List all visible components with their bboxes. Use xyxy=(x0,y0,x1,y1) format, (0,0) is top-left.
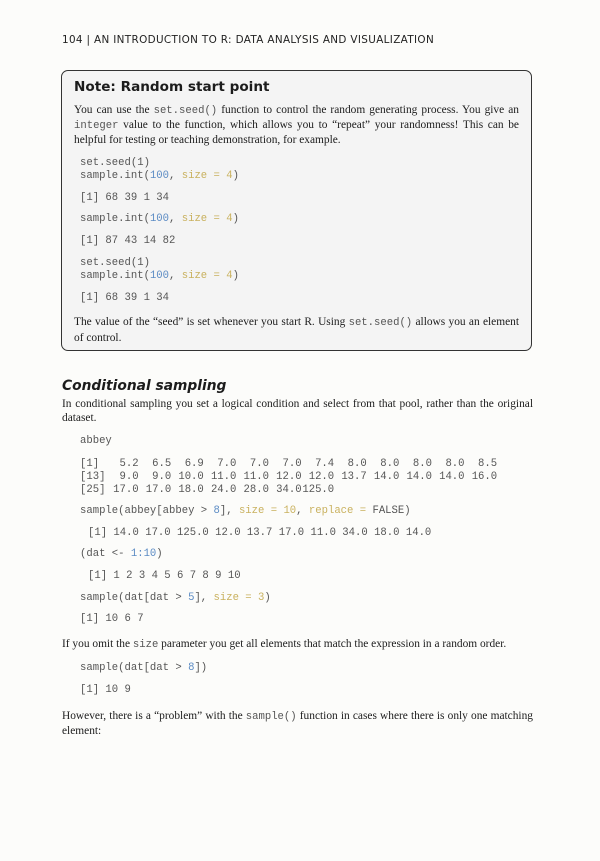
paragraph: If you omit the size parameter you get all elements that match the expression in a random order. xyxy=(62,637,507,651)
row-index: [25] xyxy=(80,484,106,497)
table-cell: 14.0 xyxy=(439,471,465,484)
table-cell: 13.7 xyxy=(341,471,367,484)
note-outro: The value of the “seed” is set whenever you start R. Using set.seed() allows you an element of control. xyxy=(74,316,519,344)
table-cell: 10.0 xyxy=(178,471,204,484)
table-cell: 11.0 xyxy=(210,471,237,484)
code-output: [1] 10 6 7 xyxy=(80,613,144,626)
note-intro: You can use the set.seed() function to control the random generating process. You give an integer value to the function, which allows you to “repeat” your randomness! This can be helpful for testing or teaching demonstration, for example. xyxy=(74,104,519,147)
table-cell: 17.0 xyxy=(113,484,139,497)
table-cell: 7.0 xyxy=(249,457,269,470)
table-cell: 8.0 xyxy=(380,457,400,470)
code-output: [1] 87 43 14 82 xyxy=(80,234,176,247)
code-output: [1] 10 9 xyxy=(80,683,131,696)
code-output: [1] 68 39 1 34 xyxy=(80,291,170,304)
code-line: set.seed(1) xyxy=(80,256,150,269)
table-cell: 17.0 xyxy=(145,484,172,497)
conditional-sampling-section xyxy=(62,378,533,739)
table-cell: 6.5 xyxy=(152,457,172,470)
table-cell: 18.0 xyxy=(178,484,204,497)
table-cell: 8.0 xyxy=(347,457,367,470)
table-cell: 14.0 xyxy=(406,471,432,484)
code-line: sample(abbey[abbey > 8], size = 10, replace = FALSE) xyxy=(80,505,411,518)
table-cell: 8.0 xyxy=(445,457,465,470)
code-block xyxy=(80,435,533,457)
table-cell: 6.9 xyxy=(184,457,204,470)
table-cell: 7.0 xyxy=(282,457,302,470)
code-line: abbey xyxy=(80,435,112,448)
code-output: [1] 68 39 1 34 xyxy=(80,191,170,204)
code-line: sample(dat[dat > 8]) xyxy=(80,661,208,674)
code-line: sample.int(100, size = 4) xyxy=(80,170,239,183)
abbey-output-table xyxy=(80,457,497,497)
table-cell: 9.0 xyxy=(119,471,139,484)
table-cell: 9.0 xyxy=(152,471,172,484)
code-output: [1] 14.0 17.0 125.0 12.0 13.7 17.0 11.0 34.0 18.0 14.0 xyxy=(88,526,432,539)
note-box xyxy=(61,70,532,351)
note-title: Note: Random start point xyxy=(74,79,270,95)
code-line: set.seed(1) xyxy=(80,156,150,169)
table-cell: 24.0 xyxy=(210,484,237,497)
table-cell: 34.0 xyxy=(276,484,302,497)
code-line: (dat <- 1:10) xyxy=(80,548,163,561)
table-row xyxy=(80,457,497,470)
code-output: [1] 1 2 3 4 5 6 7 8 9 10 xyxy=(88,569,241,582)
table-cell: 5.2 xyxy=(119,457,139,470)
table-cell: 7.0 xyxy=(217,457,237,470)
table-cell: 12.0 xyxy=(276,471,302,484)
code-line: sample.int(100, size = 4) xyxy=(80,270,239,283)
code-block xyxy=(80,662,533,697)
code-line: sample.int(100, size = 4) xyxy=(80,213,239,226)
table-cell: 11.0 xyxy=(243,471,269,484)
table-cell: 14.0 xyxy=(373,471,400,484)
paragraph: In conditional sampling you set a logical condition and select from that pool, rather than the original dataset. xyxy=(62,398,533,425)
table-row xyxy=(80,470,497,483)
table-cell: 8.5 xyxy=(478,457,498,470)
table-cell: 8.0 xyxy=(412,457,432,470)
row-index: [1] xyxy=(80,457,100,470)
code-line: sample(dat[dat > 5], size = 3) xyxy=(80,591,271,604)
paragraph: However, there is a “problem” with the sample() function in cases where there is only one matching element: xyxy=(62,710,533,738)
table-cell: 125.0 xyxy=(302,484,335,497)
table-cell: 28.0 xyxy=(243,484,269,497)
note-code-block xyxy=(80,157,519,306)
table-cell: 7.4 xyxy=(315,457,335,470)
table-row xyxy=(80,484,497,497)
running-head: 104 | AN INTRODUCTION TO R: DATA ANALYSIS AND VISUALIZATION xyxy=(62,34,435,46)
table-cell: 12.0 xyxy=(308,471,335,484)
table-cell: 16.0 xyxy=(471,471,498,484)
section-heading: Conditional sampling xyxy=(62,378,227,394)
row-index: [13] xyxy=(80,471,106,484)
code-block xyxy=(80,505,533,627)
